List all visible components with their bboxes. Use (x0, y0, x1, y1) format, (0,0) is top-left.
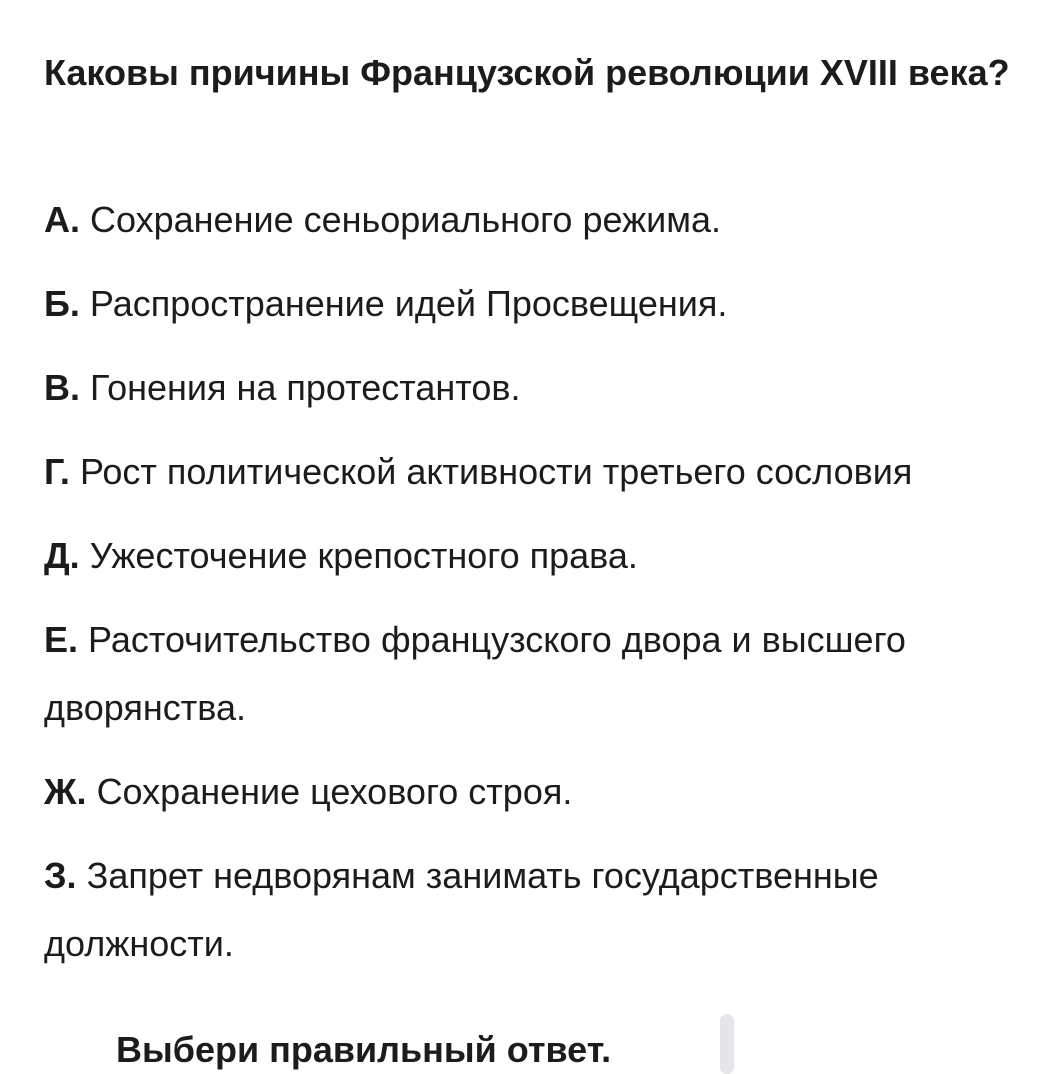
option-text: Распространение идей Просвещения. (89, 283, 728, 324)
option-letter: Б. (44, 283, 80, 324)
option-text: Рост политической активности третьего сословия (79, 451, 913, 492)
option-text: Расточительство французского двора и высшего дворянства. (44, 619, 906, 728)
option-a[interactable] (44, 186, 1044, 254)
option-z[interactable] (44, 842, 1044, 978)
option-letter: Ж. (44, 771, 87, 812)
option-text: Сохранение сеньориального режима. (90, 199, 722, 240)
option-letter: В. (44, 367, 80, 408)
option-letter: Г. (44, 451, 70, 492)
option-letter: Е. (44, 619, 79, 660)
option-zh[interactable] (44, 758, 1044, 826)
option-letter: Д. (44, 535, 80, 576)
option-e[interactable] (44, 606, 1044, 742)
scrollbar-thumb[interactable] (720, 1014, 734, 1074)
option-text: Ужесточение крепостного права. (89, 535, 638, 576)
option-letter: З. (44, 855, 77, 896)
option-letter: А. (44, 199, 80, 240)
option-text: Сохранение цехового строя. (96, 771, 573, 812)
option-d[interactable] (44, 522, 1044, 590)
option-v[interactable] (44, 354, 1044, 422)
option-text: Запрет недворянам занимать государственные должности. (44, 855, 879, 964)
question-title: Каковы причины Французской революции XVIII века? (44, 52, 1010, 93)
answer-options-list (44, 186, 1044, 994)
option-b[interactable] (44, 270, 1044, 338)
option-g[interactable] (44, 438, 1044, 506)
select-answer-prompt: Выбери правильный ответ. (116, 1029, 612, 1070)
option-text: Гонения на протестантов. (90, 367, 521, 408)
